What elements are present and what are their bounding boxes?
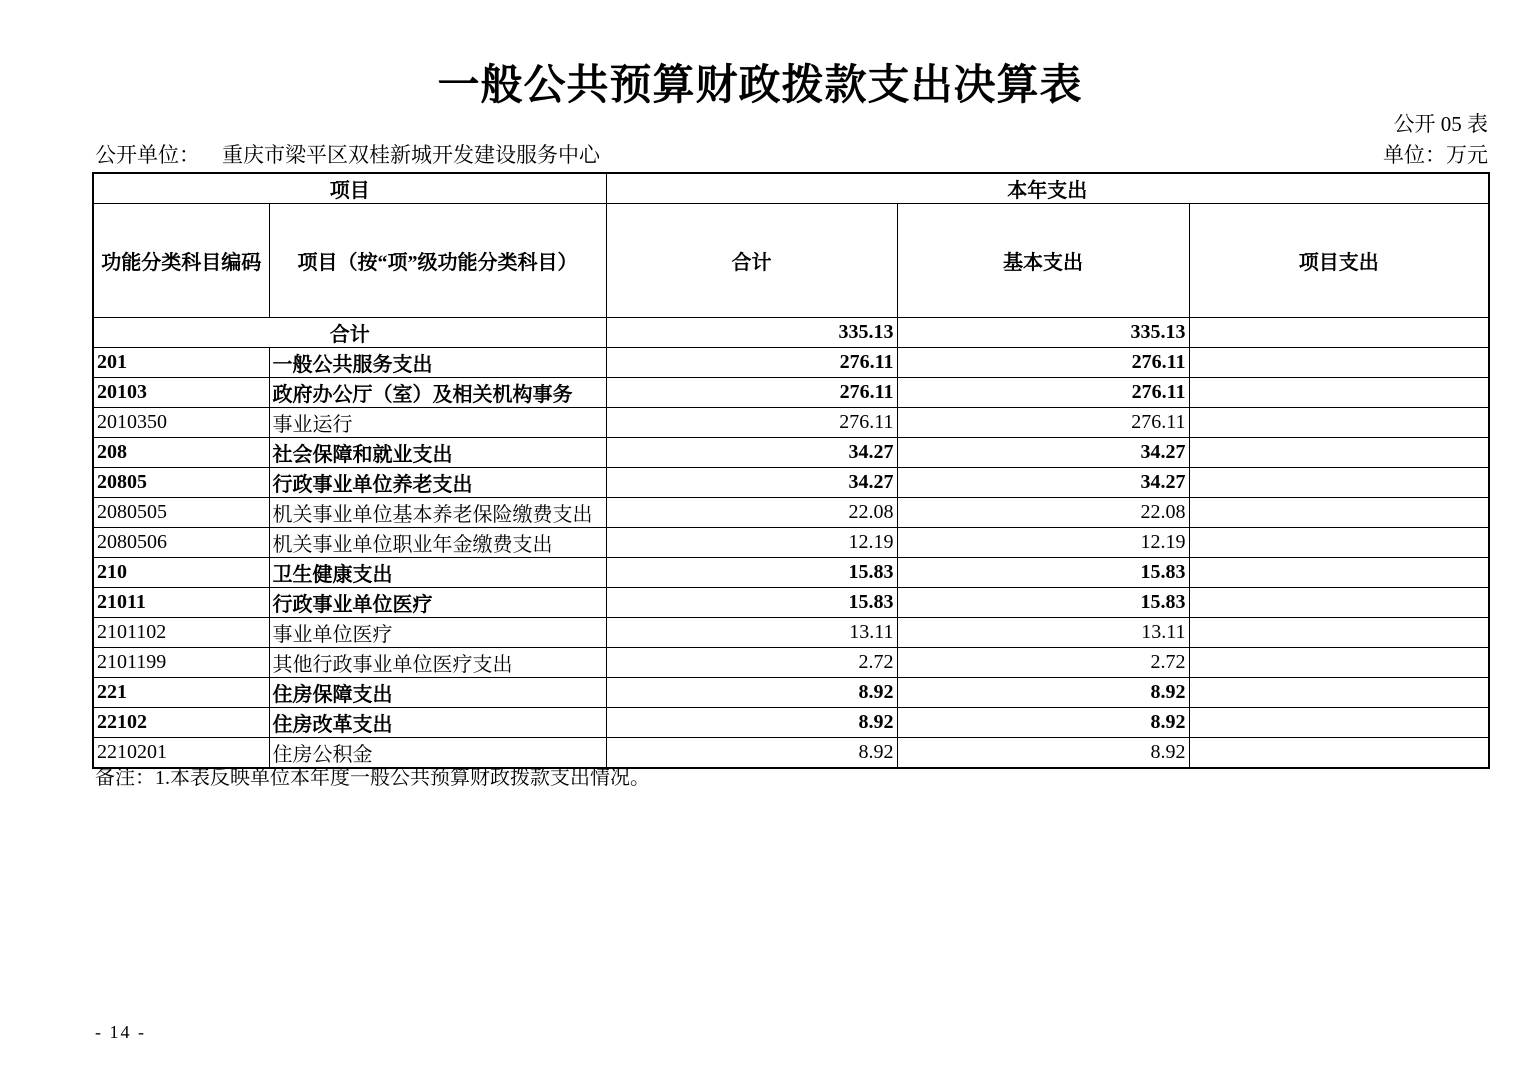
table-row	[93, 468, 1489, 498]
row-project	[1189, 378, 1489, 408]
table-row	[93, 558, 1489, 588]
row-basic: 22.08	[897, 498, 1189, 528]
row-item: 政府办公厅（室）及相关机构事务	[269, 378, 606, 408]
row-project	[1189, 348, 1489, 378]
row-item: 行政事业单位医疗	[269, 588, 606, 618]
row-item: 一般公共服务支出	[269, 348, 606, 378]
row-project	[1189, 648, 1489, 678]
row-item: 住房保障支出	[269, 678, 606, 708]
row-code: 201	[93, 348, 269, 378]
row-basic: 34.27	[897, 468, 1189, 498]
table-row	[93, 618, 1489, 648]
row-code: 221	[93, 678, 269, 708]
table-row	[93, 318, 1489, 348]
row-item-merged: 合计	[93, 318, 606, 348]
row-code: 2101102	[93, 618, 269, 648]
header-group-project: 项目	[93, 173, 606, 204]
row-project	[1189, 588, 1489, 618]
row-code: 2010350	[93, 408, 269, 438]
row-project	[1189, 528, 1489, 558]
row-project	[1189, 738, 1489, 769]
row-total: 276.11	[606, 408, 897, 438]
publishing-unit-label: 公开单位：	[95, 143, 200, 167]
row-basic: 34.27	[897, 438, 1189, 468]
row-project	[1189, 318, 1489, 348]
table-body	[93, 318, 1489, 769]
row-basic: 15.83	[897, 558, 1189, 588]
row-item: 住房公积金	[269, 738, 606, 769]
header-col-item: 项目（按“项”级功能分类科目）	[269, 204, 606, 318]
header-group-row	[93, 173, 1489, 204]
row-basic: 8.92	[897, 738, 1189, 769]
row-basic: 12.19	[897, 528, 1189, 558]
row-total: 15.83	[606, 558, 897, 588]
row-item: 卫生健康支出	[269, 558, 606, 588]
publishing-unit	[95, 139, 600, 169]
row-total: 22.08	[606, 498, 897, 528]
row-code: 22102	[93, 708, 269, 738]
table-row	[93, 648, 1489, 678]
publishing-unit-name: 重庆市梁平区双桂新城开发建设服务中心	[222, 143, 600, 167]
row-total: 12.19	[606, 528, 897, 558]
row-code: 20103	[93, 378, 269, 408]
header-col-code: 功能分类科目编码	[93, 204, 269, 318]
row-project	[1189, 708, 1489, 738]
row-project	[1189, 408, 1489, 438]
row-basic: 13.11	[897, 618, 1189, 648]
header-col-project: 项目支出	[1189, 204, 1489, 318]
row-code: 2080505	[93, 498, 269, 528]
row-total: 8.92	[606, 708, 897, 738]
budget-table	[92, 172, 1490, 769]
page-title: 一般公共预算财政拨款支出决算表	[437, 63, 1083, 109]
row-project	[1189, 468, 1489, 498]
row-code: 20805	[93, 468, 269, 498]
header-col-basic: 基本支出	[897, 204, 1189, 318]
header-columns-row	[93, 204, 1489, 318]
row-total: 2.72	[606, 648, 897, 678]
row-item: 机关事业单位职业年金缴费支出	[269, 528, 606, 558]
row-code: 208	[93, 438, 269, 468]
row-total: 8.92	[606, 678, 897, 708]
row-code: 21011	[93, 588, 269, 618]
row-basic: 2.72	[897, 648, 1189, 678]
row-total: 276.11	[606, 348, 897, 378]
table-code-label: 公开 05 表	[1393, 112, 1488, 136]
row-item: 其他行政事业单位医疗支出	[269, 648, 606, 678]
row-item: 事业运行	[269, 408, 606, 438]
row-basic: 8.92	[897, 678, 1189, 708]
row-project	[1189, 618, 1489, 648]
row-code: 2080506	[93, 528, 269, 558]
row-item: 住房改革支出	[269, 708, 606, 738]
row-project	[1189, 558, 1489, 588]
row-total: 13.11	[606, 618, 897, 648]
row-total: 34.27	[606, 438, 897, 468]
row-project	[1189, 678, 1489, 708]
row-item: 社会保障和就业支出	[269, 438, 606, 468]
row-code: 210	[93, 558, 269, 588]
table-row	[93, 528, 1489, 558]
row-item: 行政事业单位养老支出	[269, 468, 606, 498]
row-project	[1189, 438, 1489, 468]
row-basic: 15.83	[897, 588, 1189, 618]
row-total: 335.13	[606, 318, 897, 348]
table-row	[93, 498, 1489, 528]
row-item: 事业单位医疗	[269, 618, 606, 648]
table-header	[93, 173, 1489, 318]
row-code: 2101199	[93, 648, 269, 678]
row-code: 2210201	[93, 738, 269, 769]
meta-line	[95, 139, 1488, 169]
row-item: 机关事业单位基本养老保险缴费支出	[269, 498, 606, 528]
table-row	[93, 588, 1489, 618]
row-basic: 276.11	[897, 408, 1189, 438]
header-col-total: 合计	[606, 204, 897, 318]
page-number: - 14 -	[95, 1022, 146, 1042]
row-basic: 276.11	[897, 348, 1189, 378]
row-basic: 8.92	[897, 708, 1189, 738]
row-total: 8.92	[606, 738, 897, 769]
row-total: 276.11	[606, 378, 897, 408]
table-row	[93, 378, 1489, 408]
header-group-year-expense: 本年支出	[606, 173, 1489, 204]
footnote: 备注：1.本表反映单位本年度一般公共预算财政拨款支出情况。	[95, 767, 650, 789]
row-basic: 335.13	[897, 318, 1189, 348]
table-row	[93, 438, 1489, 468]
row-total: 34.27	[606, 468, 897, 498]
table-row	[93, 678, 1489, 708]
row-project	[1189, 498, 1489, 528]
row-total: 15.83	[606, 588, 897, 618]
table-row	[93, 408, 1489, 438]
table-row	[93, 348, 1489, 378]
currency-unit-label: 单位：万元	[1383, 143, 1488, 167]
row-basic: 276.11	[897, 378, 1189, 408]
table-row	[93, 708, 1489, 738]
